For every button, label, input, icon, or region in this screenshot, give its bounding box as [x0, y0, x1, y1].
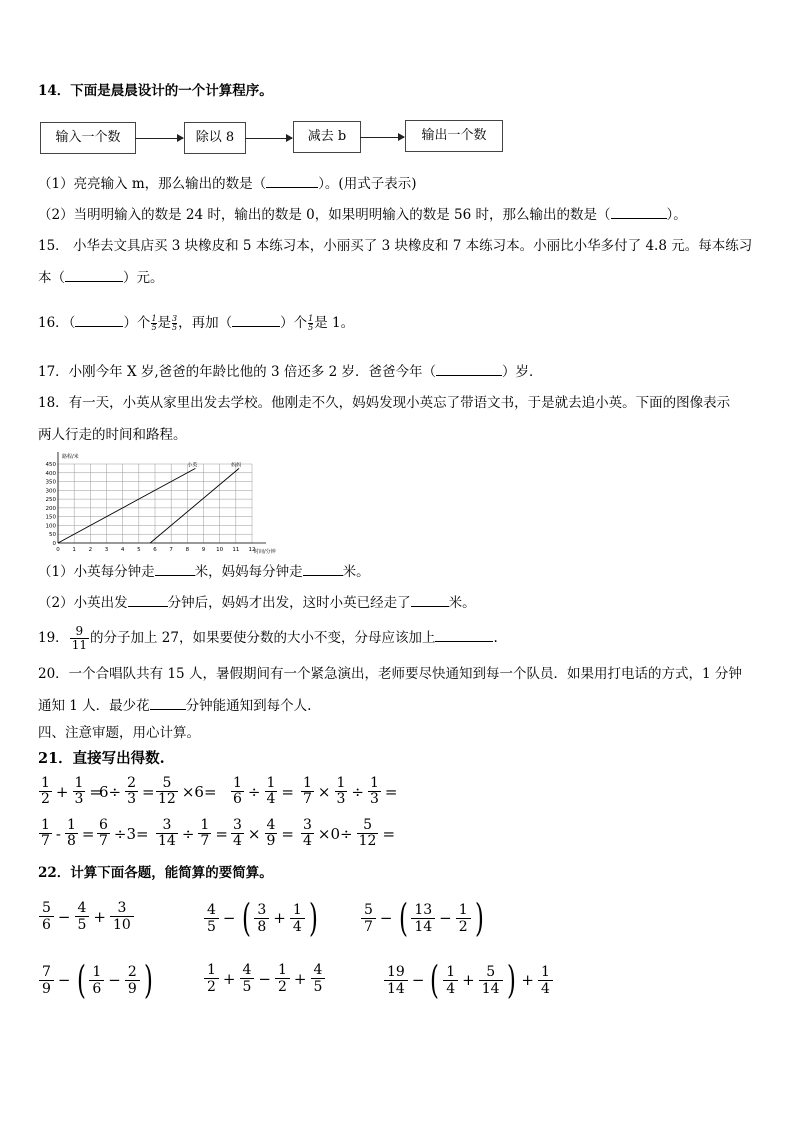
q16-end: 是 1。	[314, 315, 355, 331]
y-tick-label: 150	[45, 514, 56, 521]
fraction: 19 14	[384, 964, 408, 997]
answer-blank[interactable]	[436, 375, 502, 376]
operator: ÷	[181, 824, 195, 843]
q15-line2-end: ）元。	[123, 270, 164, 286]
answer-blank[interactable]	[303, 575, 343, 576]
q18-p1-end: 米。	[342, 564, 370, 580]
q18-p2-text: （2）小英出发	[38, 595, 128, 611]
fraction: $\frac{1}{7}$	[41, 817, 50, 849]
x-tick-label: 5	[137, 547, 141, 553]
flow-arrow	[245, 138, 292, 139]
q15-line2-start: 本（	[38, 270, 65, 286]
fraction: $\frac{1}{4}$	[266, 775, 276, 807]
q16-mid3: ，再加（	[178, 315, 233, 331]
q16-start: 16．（	[38, 315, 76, 331]
x-tick-label: 10	[216, 547, 224, 553]
q17-end: ）岁．	[502, 364, 543, 380]
y-tick-label: 100	[45, 523, 56, 530]
answer-blank[interactable]	[411, 606, 449, 607]
operator: =	[215, 824, 228, 843]
q22-title: 22．计算下面各题，能简算的要简算。	[38, 865, 273, 881]
q14-part1	[38, 175, 416, 193]
oral-calc-item	[300, 776, 401, 807]
flow-box-subtract: 减去 b	[293, 121, 361, 153]
y-tick-label: 250	[45, 497, 56, 504]
fraction: $\frac{3}{14}$	[158, 817, 176, 849]
fraction: 1 6	[89, 964, 104, 997]
calc-expression	[383, 960, 554, 1000]
x-tick-label: 3	[104, 547, 109, 553]
fraction: 1 2	[204, 962, 219, 995]
answer-blank[interactable]	[435, 641, 493, 642]
oral-calc-item	[155, 776, 220, 807]
operator: =	[81, 824, 95, 843]
q15-line1: 15． 小华去文具店买 3 块橡皮和 5 本练习本，小丽买了 3 块橡皮和 7 本练习本。小丽比小华多付了 4.8 元。每本练习	[38, 238, 753, 254]
fraction: $\frac{9}{11}$	[71, 624, 87, 652]
y-tick-label: 450	[45, 462, 56, 468]
fraction: $\frac{1}{2}$	[456, 902, 471, 935]
q20-text: 通知 1 人．最少花	[38, 698, 150, 714]
q15-line2	[38, 269, 164, 287]
flow-box-input: 输入一个数	[40, 122, 136, 154]
parenthesis: )	[474, 896, 484, 940]
answer-blank[interactable]	[75, 326, 123, 327]
q14-p1-end: ）。(用式子表示)	[318, 176, 417, 192]
distance-time-chart	[38, 450, 288, 556]
operator: −	[379, 909, 393, 927]
operator: =	[281, 782, 294, 801]
fraction: $\frac{1}{5}$	[151, 314, 157, 332]
operator: −	[57, 971, 71, 989]
answer-blank[interactable]	[611, 218, 667, 219]
operator: -	[55, 824, 61, 843]
operator: −	[258, 969, 271, 988]
calc-expression	[203, 962, 326, 995]
answer-blank[interactable]	[65, 281, 123, 282]
operator: =	[384, 782, 398, 801]
fraction: 3 8	[254, 902, 269, 935]
q18-p2-end: 米。	[448, 595, 476, 611]
parenthesis: )	[143, 958, 153, 1002]
operator: ÷	[247, 782, 261, 801]
operator: =	[382, 824, 396, 843]
x-tick-label: 6	[153, 547, 157, 553]
q18-line1: 18．有一天，小英从家里出发去学校。他刚走不久，妈妈发现小英忘了带语文书，于是就去追小英。下面的图像表示	[38, 395, 731, 411]
series-line	[150, 468, 239, 543]
fraction: $\frac{1}{2}$	[275, 962, 290, 995]
fraction: $\frac{1}{4}$	[290, 902, 305, 935]
fraction: $\frac{1}{8}$	[67, 817, 76, 849]
q16	[38, 314, 354, 332]
y-tick-label: 0	[52, 541, 56, 547]
oral-calc-item	[96, 818, 152, 849]
q20-line2	[38, 697, 311, 715]
fraction: $\frac{1}{4}$	[538, 964, 553, 997]
fraction: $\frac{3}{5}$	[172, 314, 178, 332]
x-tick-label: 7	[169, 547, 173, 553]
fraction: $\frac{4}{5}$	[75, 900, 90, 933]
fraction: $\frac{1}{7}$	[200, 817, 210, 849]
q16-mid4: ）个	[280, 315, 308, 331]
y-tick-label: 200	[45, 505, 56, 512]
y-tick-label: 300	[45, 488, 56, 495]
parenthesis: )	[506, 958, 516, 1002]
q20-line1: 20．一个合唱队共有 15 人，暑假期间有一个紧急演出，老师要尽快通知到每一个队员．如果用打电话的方式，1 分钟	[38, 666, 742, 682]
fraction: $\frac{1}{6}$	[233, 775, 242, 807]
fraction: $\frac{4}{5}$	[311, 962, 326, 995]
operator: ×0÷	[317, 824, 353, 843]
operator: =	[89, 782, 102, 801]
fraction: $\frac{5}{12}$	[158, 775, 176, 807]
x-axis-label: 时间/分钟	[254, 549, 276, 555]
q17	[38, 363, 543, 381]
q18-p1-text: （1）小英每分钟走	[38, 564, 155, 580]
operator: −	[57, 907, 71, 926]
operator: ×6=	[181, 782, 217, 801]
fraction: $\frac{1}{5}$	[308, 314, 314, 332]
calc-expression	[203, 898, 321, 938]
q19	[38, 623, 498, 653]
fraction: $\frac{3}{4}$	[233, 817, 242, 849]
flow-arrow	[360, 137, 404, 138]
fraction: 7 9	[39, 964, 54, 997]
operator: −	[108, 971, 121, 989]
fraction: $\frac{3}{4}$	[303, 817, 312, 849]
fraction: $\frac{1}{3}$	[74, 775, 84, 807]
q17-start: 17．小刚今年 X 岁,爸爸的年龄比他的 3 倍还多 2 岁．爸爸今年（	[38, 364, 437, 380]
q14-p1-text: （1）亮亮输入 m，那么输出的数是（	[38, 176, 267, 192]
operator: +	[222, 969, 236, 988]
fraction: $\frac{2}{3}$	[127, 775, 137, 807]
answer-blank[interactable]	[150, 709, 186, 710]
oral-calc-item	[230, 776, 297, 807]
q16-mid1: ）个	[123, 315, 151, 331]
fraction: $\frac{2}{9}$	[125, 964, 140, 997]
section-heading: 四、注意审题，用心计算。	[38, 725, 200, 741]
x-tick-label: 12	[248, 547, 256, 553]
operator: +	[93, 907, 106, 926]
q14-title: 14．下面是晨晨设计的一个计算程序。	[38, 83, 273, 99]
operator: −	[411, 971, 425, 989]
fraction: 13 14	[411, 902, 435, 935]
q18-line2: 两人行走的时间和路程。	[38, 427, 187, 443]
x-tick-label: 2	[88, 547, 93, 553]
x-tick-label: 4	[120, 547, 125, 553]
x-tick-label: 9	[201, 547, 206, 553]
oral-calc-item	[300, 818, 398, 849]
operator: =	[142, 782, 155, 801]
flow-arrow	[135, 138, 183, 139]
fraction: $\frac{1}{3}$	[370, 775, 379, 807]
oral-calc-item	[96, 776, 158, 807]
operator: +	[55, 782, 69, 801]
answer-blank[interactable]	[155, 575, 195, 576]
q14-part2	[38, 206, 687, 224]
parenthesis: )	[308, 896, 318, 940]
fraction: $\frac{4}{5}$	[240, 962, 255, 995]
q21-title: 21．直接写出得数.	[38, 750, 165, 767]
calc-expression	[38, 900, 135, 933]
operator: −	[439, 909, 452, 927]
x-tick-label: 8	[185, 547, 190, 553]
operator: +	[293, 969, 307, 988]
q16-mid2: 是	[157, 315, 172, 331]
fraction: 5 7	[361, 902, 376, 935]
fraction: 5 6	[39, 900, 54, 933]
flow-box-output: 输出一个数	[405, 120, 503, 152]
q14-p2-end: ）。	[666, 207, 687, 223]
q19-text: 的分子加上 27，如果要使分数的大小不变，分母应该加上	[89, 630, 436, 646]
fraction: $\frac{4}{9}$	[266, 817, 276, 849]
x-tick-label: 11	[232, 547, 240, 553]
operator: ×	[317, 782, 331, 801]
q18-part2	[38, 594, 476, 612]
q19-number: 19．	[38, 630, 69, 646]
x-tick-label: 1	[72, 547, 76, 553]
operator: =	[281, 824, 294, 843]
fraction: $\frac{5}{14}$	[479, 964, 503, 997]
q18-part1	[38, 563, 370, 581]
fraction: 1 4	[443, 964, 458, 997]
series-label: 妈妈	[231, 462, 242, 469]
fraction: $\frac{6}{7}$	[99, 817, 108, 849]
operator: +	[273, 909, 286, 927]
oral-calc-item	[230, 818, 297, 849]
answer-blank[interactable]	[128, 606, 168, 607]
operator: ×	[247, 824, 261, 843]
x-tick-label: 0	[56, 547, 60, 553]
operator: 6÷	[99, 782, 122, 801]
y-tick-label: 350	[45, 479, 56, 486]
operator: −	[222, 909, 236, 927]
calc-expression	[360, 898, 486, 938]
q19-end: .	[493, 630, 498, 646]
answer-blank[interactable]	[232, 326, 280, 327]
fraction: $\frac{5}{12}$	[358, 817, 377, 849]
q18-p1-mid: 米，妈妈每分钟走	[194, 564, 303, 580]
oral-calc-item	[38, 776, 105, 807]
fraction: $\frac{3}{10}$	[110, 900, 134, 933]
operator: +	[521, 971, 534, 989]
flow-box-divide: 除以 8	[184, 122, 246, 154]
operator: +	[462, 971, 475, 989]
calc-expression	[38, 960, 156, 1000]
fraction: $\frac{1}{2}$	[41, 775, 50, 807]
parenthesis: (	[430, 958, 440, 1002]
parenthesis: (	[76, 958, 86, 1002]
q20-end: 分钟能通知到每个人.	[185, 698, 312, 714]
fraction: $\frac{1}{3}$	[336, 775, 346, 807]
q14-p2-text: （2）当明明输入的数是 24 时，输出的数是 0，如果明明输入的数是 56 时，那么输出的数是（	[38, 207, 611, 223]
operator: ÷3=	[113, 824, 149, 843]
y-tick-label: 400	[45, 470, 56, 477]
oral-calc-item	[155, 818, 231, 849]
operator: ÷	[351, 782, 364, 801]
fraction: 4 5	[204, 902, 219, 935]
y-axis-label: 路程/米	[62, 454, 79, 460]
series-label: 小英	[187, 462, 198, 469]
oral-calc-item	[38, 818, 98, 849]
fraction: $\frac{1}{7}$	[303, 775, 312, 807]
q18-p2-mid: 分钟后，妈妈才出发，这时小英已经走了	[167, 595, 411, 611]
series-line	[58, 468, 195, 543]
parenthesis: (	[241, 896, 251, 940]
parenthesis: (	[398, 896, 408, 940]
y-tick-label: 50	[49, 532, 56, 539]
answer-blank[interactable]	[266, 187, 318, 188]
